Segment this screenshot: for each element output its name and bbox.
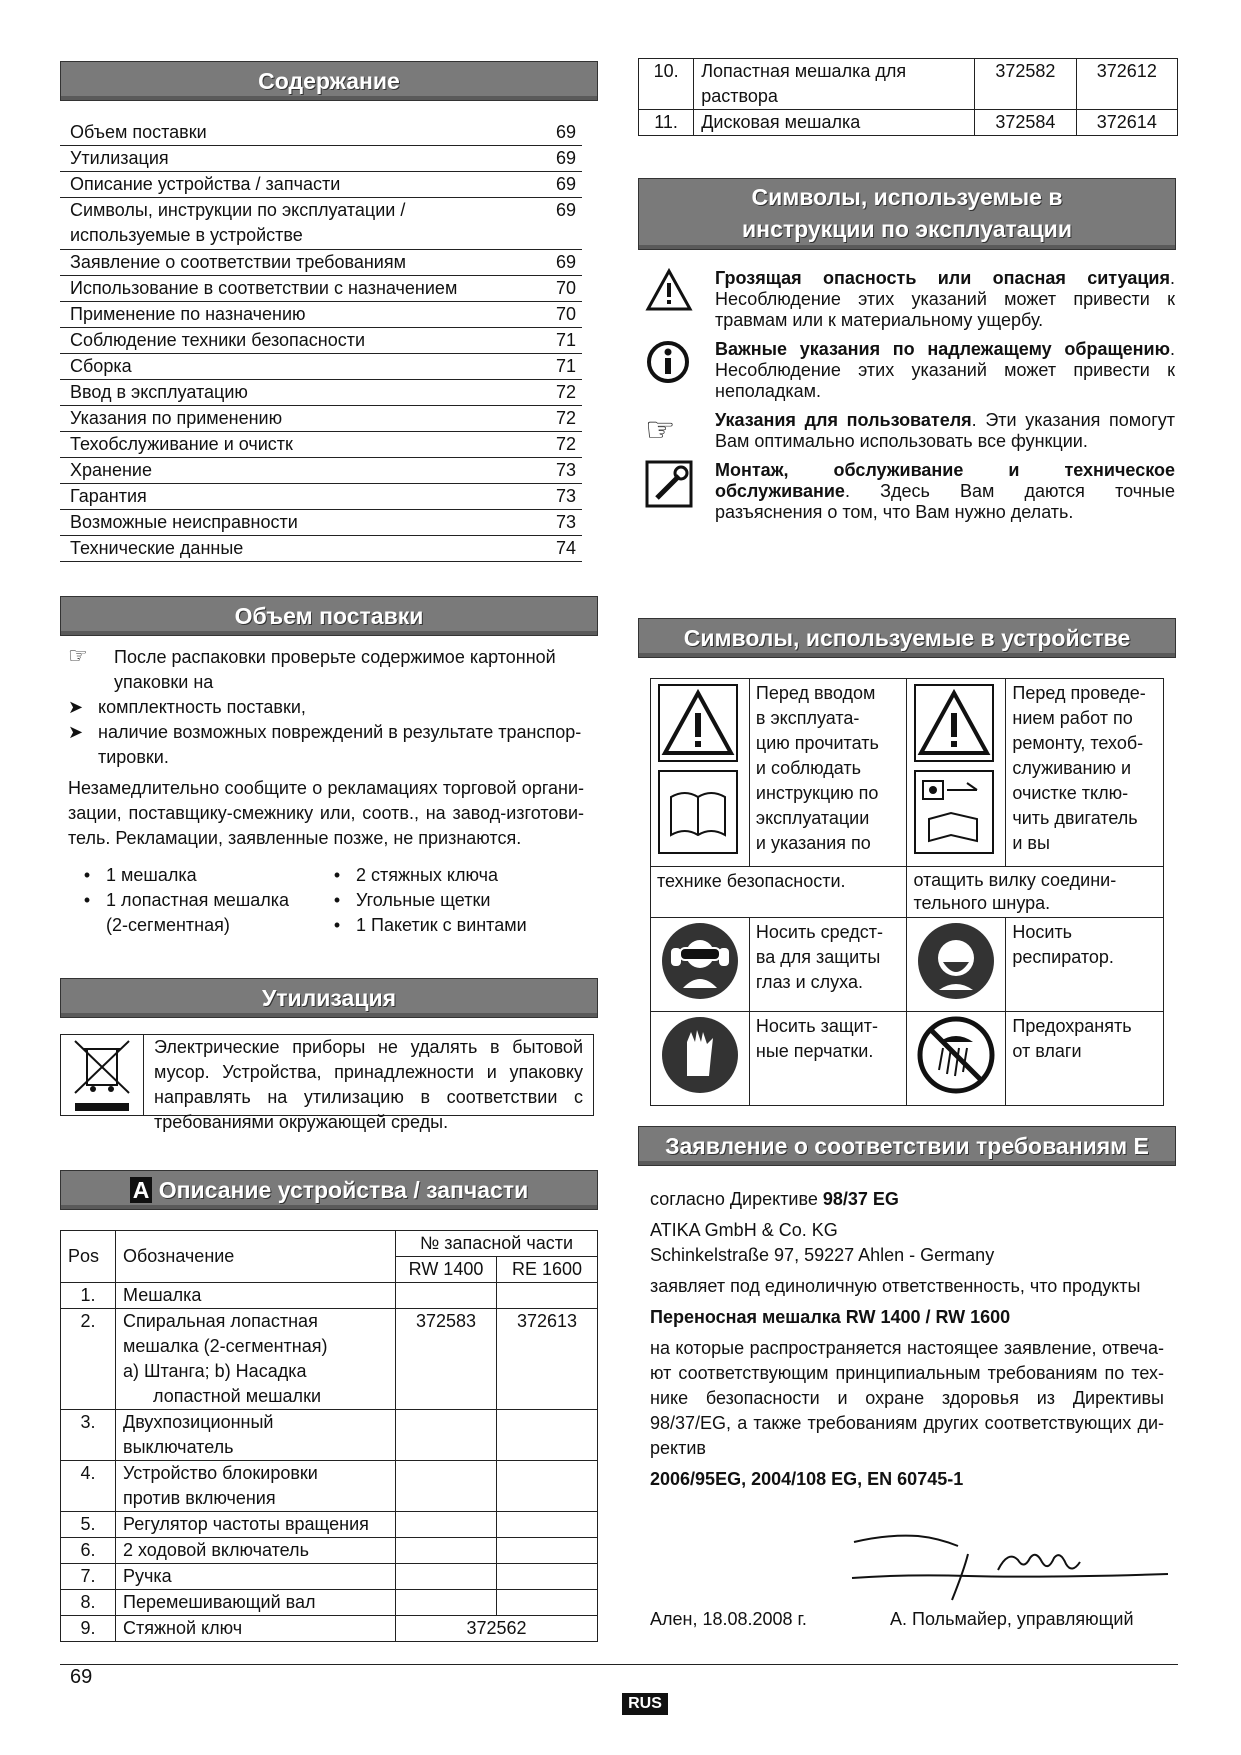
protection-text: Носить средст- ва для защиты глаз и слуха. (749, 918, 907, 1012)
manual-symbols-heading: Символы, используемые в инструкции по эксплуатации (638, 178, 1176, 250)
delivery-section (68, 645, 598, 938)
toc-label: Техобслуживание и очистк (70, 434, 293, 454)
col-rw-header: RW 1400 (396, 1257, 497, 1283)
toc-row (60, 484, 582, 510)
arrow-bullet-icon: ➤ (68, 722, 84, 742)
list-item: • Угольные щетки (333, 890, 491, 910)
toc-page: 70 (555, 304, 576, 324)
warning-triangle-icon (645, 268, 715, 331)
toc-page: 71 (555, 330, 576, 350)
parts-heading-text: Описание устройства / запчасти (158, 1177, 529, 1203)
info-icon (645, 339, 715, 402)
table-row (61, 1538, 598, 1564)
moisture-text: Предохранять от влаги (1006, 1012, 1164, 1106)
toc-heading: Содержание (60, 61, 598, 101)
toc-row (60, 198, 582, 250)
device-symbols-table (650, 678, 1164, 1106)
re-cell (497, 1461, 598, 1512)
toc-label: Хранение (70, 460, 152, 480)
pos-cell: 2. (61, 1309, 116, 1410)
toc-row (60, 354, 582, 380)
table-row (61, 1461, 598, 1512)
respirator-icon (907, 918, 1006, 1012)
pos-cell: 3. (61, 1410, 116, 1461)
toc-row (60, 250, 582, 276)
col-pos-header: Pos (61, 1231, 116, 1283)
toc-page: 69 (555, 200, 576, 220)
toc-label: Ввод в эксплуатацию (70, 382, 248, 402)
toc-row (60, 458, 582, 484)
toc-label: Гарантия (70, 486, 147, 506)
delivery-hint-line2: упаковки на (114, 672, 214, 692)
list-item: ➤ наличие возможных повреждений в результате транспор- тировки. (68, 720, 598, 770)
gloves-text: Носить защит- ные перчатки. (749, 1012, 907, 1106)
name-cell: Спиральная лопастная мешалка (2-сегментная) a) Штанга; b) Насадка лопастной мешалки (116, 1309, 396, 1410)
re-cell: 372612 (1076, 59, 1177, 110)
delivery-notice: Незамедлительно сообщите о рекламациях торговой органи-зации, поставщику-смежнику или, соотв., на завод-изготови-тель. Рекламации, заявленные позже, не признаются. (68, 778, 584, 848)
rw-cell (396, 1461, 497, 1512)
symbol-entry: ☞ Указания для пользователя. Эти указания помогут Вам оптимально использовать все функции. (645, 410, 1176, 451)
rw-cell (396, 1410, 497, 1461)
language-badge: RUS (622, 1693, 668, 1715)
toc-page: 69 (555, 252, 576, 272)
table-row (639, 110, 1178, 136)
gloves-icon (651, 1012, 750, 1106)
parts-heading (60, 1170, 598, 1210)
table-row (61, 1616, 598, 1642)
toc-label: Объем поставки (70, 122, 207, 142)
eye-ear-protection-icon (651, 918, 750, 1012)
rw-cell (396, 1512, 497, 1538)
read-manual-text: Перед вводом в эксплуата- цию прочитать и соблюдать инструкцию по эксплуатации и указания по (749, 679, 907, 867)
standards: 2006/95EG, 2004/108 EG, EN 60745-1 (650, 1469, 964, 1489)
delivery-hint-line1: После распаковки проверьте содержимое картонной (114, 647, 556, 667)
page-number: 69 (70, 1666, 93, 1688)
toc-page: 74 (555, 538, 576, 558)
symbol-entry: Грозящая опасность или опасная ситуация. Несоблюдение этих указаний может привести к травмам или к материальному ущербу. (645, 268, 1175, 331)
rw-cell (396, 1538, 497, 1564)
table-row (639, 59, 1178, 110)
pointing-hand-icon: ☞ (645, 411, 676, 449)
toc-page: 69 (555, 148, 576, 168)
re-cell (497, 1283, 598, 1309)
symbol-entry: Важные указания по надлежащему обращению. Несоблюдение этих указаний может привести к неполадкам. (645, 339, 1175, 402)
pos-cell: 6. (61, 1538, 116, 1564)
toc-label: Сборка (70, 356, 132, 376)
toc-row (60, 406, 582, 432)
manual-symbols-list (645, 268, 1175, 523)
declaration-heading: Заявление о соответствии требованиям Е (638, 1126, 1176, 1166)
pos-cell: 7. (61, 1564, 116, 1590)
wrench-icon (645, 460, 715, 523)
toc-page: 70 (555, 278, 576, 298)
name-cell: Ручка (116, 1564, 396, 1590)
re-cell: 372614 (1076, 110, 1177, 136)
delivery-heading: Объем поставки (60, 596, 598, 636)
toc-row (60, 172, 582, 198)
toc-page: 73 (555, 512, 576, 532)
name-cell: Двухпозиционный выключатель (116, 1410, 396, 1461)
name-cell: 2 ходовой включатель (116, 1538, 396, 1564)
name-cell: Устройство блокировки против включения (116, 1461, 396, 1512)
unplug-text: Перед проведе- нием работ по ремонту, техоб- служиванию и очистке тклю- чить двигатель и вы (1006, 679, 1164, 867)
spare-cell: 372562 (396, 1616, 598, 1642)
list-item: • 1 мешалка (83, 865, 197, 885)
pos-cell: 11. (639, 110, 694, 136)
toc-page: 69 (555, 174, 576, 194)
unplug-pictogram (907, 679, 1006, 867)
rw-cell (396, 1564, 497, 1590)
pos-cell: 4. (61, 1461, 116, 1512)
name-cell: Перемешивающий вал (116, 1590, 396, 1616)
symbol-entry: Монтаж, обслуживание и техническое обслуживание. Здесь Вам даются точные разъяснения о том, что Вам нужно делать. (645, 460, 1175, 523)
re-cell (497, 1564, 598, 1590)
disposal-box (60, 1034, 594, 1132)
rw-cell: 372583 (396, 1309, 497, 1410)
figure-marker: A (130, 1177, 153, 1203)
no-rain-icon (907, 1012, 1006, 1106)
pos-cell: 10. (639, 59, 694, 110)
table-row (61, 1309, 598, 1410)
re-cell (497, 1590, 598, 1616)
table-row (61, 1564, 598, 1590)
respirator-text: Носить респиратор. (1006, 918, 1164, 1012)
toc-label: Указания по применению (70, 408, 283, 428)
toc-row (60, 510, 582, 536)
read-manual-pictogram (651, 679, 750, 867)
name-cell: Дисковая мешалка (694, 110, 975, 136)
name-cell: Регулятор частоты вращения (116, 1512, 396, 1538)
toc-label: Описание устройства / запчасти (70, 174, 341, 194)
rw-cell (396, 1283, 497, 1309)
list-item: • 1 Пакетик с винтами (333, 915, 527, 935)
declaration-body: согласно Директиве 98/37 EG ATIKA GmbH & Co. KG Schinkelstraße 97, 59227 Ahlen - Germany заявляет под единоличную ответственность, что продукты Переносная мешалка RW 1400 / RW 1600 на которые распространяется настоящее заявление, отвеча-ют соответствующим принципиальным требованиям по тех-нике безопасности и охране здоровья из Директивы 98/37/EG, а также требованиям других соответствующих ди-ректив 2006/95EG, 2004/108 EG, EN 60745-1 (650, 1187, 1164, 1492)
company-name: ATIKA GmbH & Co. KG (650, 1220, 838, 1240)
parts-table-continued (638, 58, 1178, 136)
arrow-bullet-icon: ➤ (68, 697, 84, 717)
toc-label: Технические данные (70, 538, 244, 558)
toc-page: 73 (555, 460, 576, 480)
table-of-contents (60, 120, 582, 562)
toc-page: 72 (555, 408, 576, 428)
toc-label: Утилизация (70, 148, 169, 168)
toc-label: Символы, инструкции по эксплуатации / используемые в устройстве (70, 200, 406, 245)
toc-row (60, 536, 582, 562)
pointing-hand-icon: ☞ (68, 643, 88, 668)
crossed-bin-icon (61, 1035, 144, 1115)
col-re-header: RE 1600 (497, 1257, 598, 1283)
name-cell: Мешалка (116, 1283, 396, 1309)
parts-table (60, 1230, 598, 1642)
device-symbols-heading: Символы, используемые в устройстве (638, 618, 1176, 658)
name-cell: Стяжной ключ (116, 1616, 396, 1642)
toc-row (60, 120, 582, 146)
toc-row (60, 380, 582, 406)
pos-cell: 5. (61, 1512, 116, 1538)
footer-rule (60, 1664, 1178, 1665)
unplug-text-cont: отащить вилку соедини- тельного шнура. (907, 867, 1164, 918)
toc-page: 69 (555, 122, 576, 142)
toc-page: 72 (555, 434, 576, 454)
re-cell (497, 1410, 598, 1461)
re-cell: 372613 (497, 1309, 598, 1410)
toc-row (60, 432, 582, 458)
toc-row (60, 146, 582, 172)
re-cell (497, 1512, 598, 1538)
col-spare-header: № запасной части (396, 1231, 598, 1257)
toc-page: 72 (555, 382, 576, 402)
rw-cell: 372582 (975, 59, 1076, 110)
toc-label: Возможные неисправности (70, 512, 298, 532)
signature (848, 1530, 1168, 1615)
table-row (61, 1283, 598, 1309)
rw-cell: 372584 (975, 110, 1076, 136)
re-cell (497, 1538, 598, 1564)
toc-label: Соблюдение техники безопасности (70, 330, 366, 350)
pos-cell: 1. (61, 1283, 116, 1309)
read-manual-text-cont: технике безопасности. (651, 867, 907, 918)
list-item: • 2 стяжных ключа (333, 865, 498, 885)
place-date: Ален, 18.08.2008 г. (650, 1609, 807, 1629)
toc-row (60, 328, 582, 354)
rw-cell (396, 1590, 497, 1616)
product-name: Переносная мешалка RW 1400 / RW 1600 (650, 1307, 1011, 1327)
toc-page: 73 (555, 486, 576, 506)
pos-cell: 9. (61, 1616, 116, 1642)
user-hint (68, 645, 598, 670)
toc-label: Применение по назначению (70, 304, 306, 324)
list-item: ➤ комплектность поставки, (68, 695, 598, 720)
table-row (61, 1590, 598, 1616)
name-cell: Лопастная мешалка для раствора (694, 59, 975, 110)
disposal-heading: Утилизация (60, 978, 598, 1018)
table-row (61, 1410, 598, 1461)
signatory: А. Польмайер, управляющий (890, 1609, 1134, 1629)
toc-row (60, 302, 582, 328)
toc-page: 71 (555, 356, 576, 376)
pos-cell: 8. (61, 1590, 116, 1616)
company-address: Schinkelstraße 97, 59227 Ahlen - Germany (650, 1245, 995, 1265)
table-row (61, 1512, 598, 1538)
col-name-header: Обозначение (116, 1231, 396, 1283)
list-item: • 1 лопастная мешалка (2-сегментная) (83, 890, 290, 935)
toc-row (60, 276, 582, 302)
disposal-text: Электрические приборы не удалять в бытовой мусор. Устройства, принадлежности и упаковку направлять на утилизацию в соответствии с требованиями окружающей среды. (154, 1037, 583, 1132)
toc-label: Использование в соответствии с назначением (70, 278, 458, 298)
toc-label: Заявление о соответствии требованиям (70, 252, 406, 272)
